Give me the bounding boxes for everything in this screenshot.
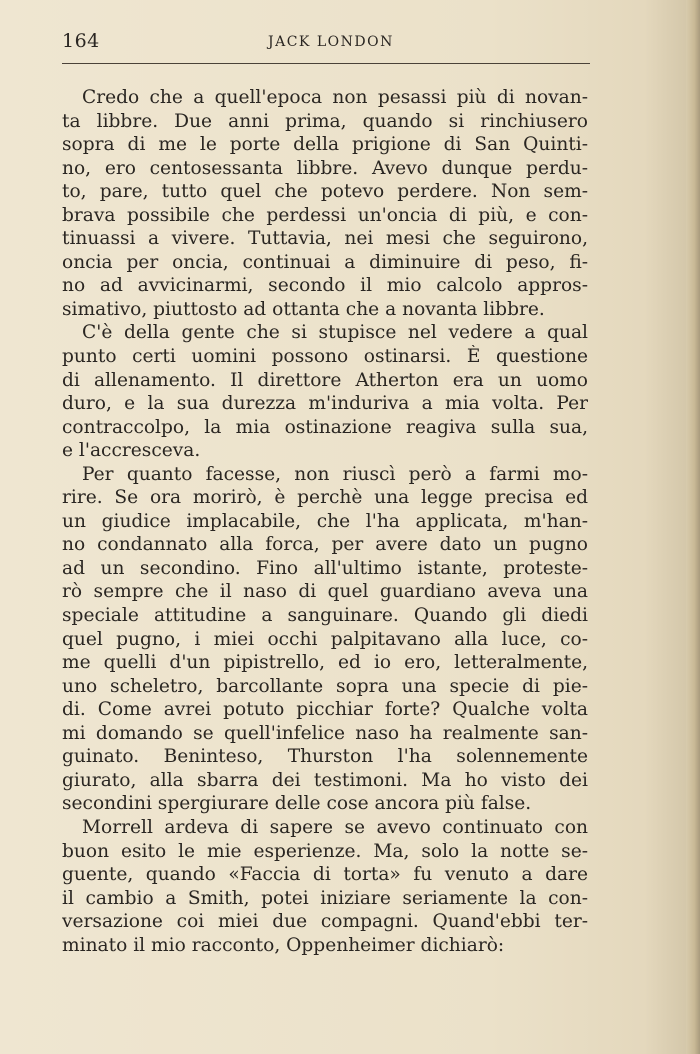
paragraph (62, 463, 588, 816)
text-line: Per quanto facesse, non riuscì però a farmi mo- (82, 463, 588, 485)
text-line: un giudice implacabile, che l'ha applicata, m'han- (62, 510, 588, 532)
text-line: me quelli d'un pipistrello, ed io ero, letteralmente, (62, 652, 588, 674)
text-line: e l'accresceva. (62, 440, 201, 462)
text-line: uno scheletro, barcollante sopra una specie di pie- (62, 675, 588, 697)
text-line: buon esito le mie esperienze. Ma, solo la notte se- (62, 840, 588, 862)
text-line: mi domando se quell'infelice naso ha realmente san- (62, 722, 588, 744)
text-line: duro, e la sua durezza m'induriva a mia volta. Per (62, 393, 588, 415)
paragraph (62, 321, 588, 462)
page-number: 164 (62, 30, 100, 52)
text-line: secondini spergiurare delle cose ancora più false. (62, 793, 532, 815)
text-line: Morrell ardeva di sapere se avevo continuato con (82, 816, 588, 838)
text-line: sopra di me le porte della prigione di San Quinti- (62, 134, 588, 156)
paragraph (62, 816, 588, 957)
page-edge (686, 0, 700, 1054)
running-head: JACK LONDON (268, 34, 394, 50)
header-rule (62, 63, 590, 64)
text-line: no condannato alla forca, per avere dato un pugno (62, 534, 588, 556)
text-line: guinato. Beninteso, Thurston l'ha solennemente (62, 746, 588, 768)
text-line: C'è della gente che si stupisce nel vedere a qual (82, 322, 588, 344)
text-line: simativo, piuttosto ad ottanta che a novanta libbre. (62, 298, 545, 320)
text-line: ad un secondino. Fino all'ultimo istante, proteste- (62, 557, 588, 579)
text-line: contraccolpo, la mia ostinazione reagiva sulla sua, (62, 416, 588, 438)
text-line: rò sempre che il naso di quel guardiano aveva una (62, 581, 588, 603)
text-line: brava possibile che perdessi un'oncia di più, e con- (62, 204, 588, 226)
text-line: guente, quando «Faccia di torta» fu venuto a dare (62, 864, 588, 886)
text-line: no, ero centosessanta libbre. Avevo dunque perdu- (62, 157, 588, 179)
text-line: oncia per oncia, continuai a diminuire di peso, fi- (62, 251, 588, 273)
body-text (62, 86, 588, 957)
text-line: di. Come avrei potuto picchiar forte? Qualche volta (62, 699, 588, 721)
text-line: tinuassi a vivere. Tuttavia, nei mesi che seguirono, (62, 228, 588, 250)
text-line: versazione coi miei due compagni. Quand'ebbi ter- (62, 911, 588, 933)
text-line: to, pare, tutto quel che potevo perdere. Non sem- (62, 181, 588, 203)
text-line: di allenamento. Il direttore Atherton era un uomo (62, 369, 588, 391)
text-line: speciale attitudine a sanguinare. Quando gli diedi (62, 605, 588, 627)
text-line: ta libbre. Due anni prima, quando si rinchiusero (62, 110, 588, 132)
text-line: quel pugno, i miei occhi palpitavano alla luce, co- (62, 628, 588, 650)
paragraph (62, 86, 588, 321)
text-line: minato il mio racconto, Oppenheimer dichiarò: (62, 934, 505, 956)
text-line: punto certi uomini possono ostinarsi. È questione (62, 346, 588, 368)
text-line: no ad avvicinarmi, secondo il mio calcolo appros- (62, 275, 588, 297)
text-line: Credo che a quell'epoca non pesassi più di novan- (82, 87, 588, 108)
text-line: rire. Se ora morirò, è perchè una legge precisa ed (62, 487, 588, 509)
text-line: giurato, alla sbarra dei testimoni. Ma ho visto dei (62, 769, 588, 791)
text-line: il cambio a Smith, potei iniziare seriamente la con- (62, 887, 588, 909)
page-header (62, 30, 590, 58)
